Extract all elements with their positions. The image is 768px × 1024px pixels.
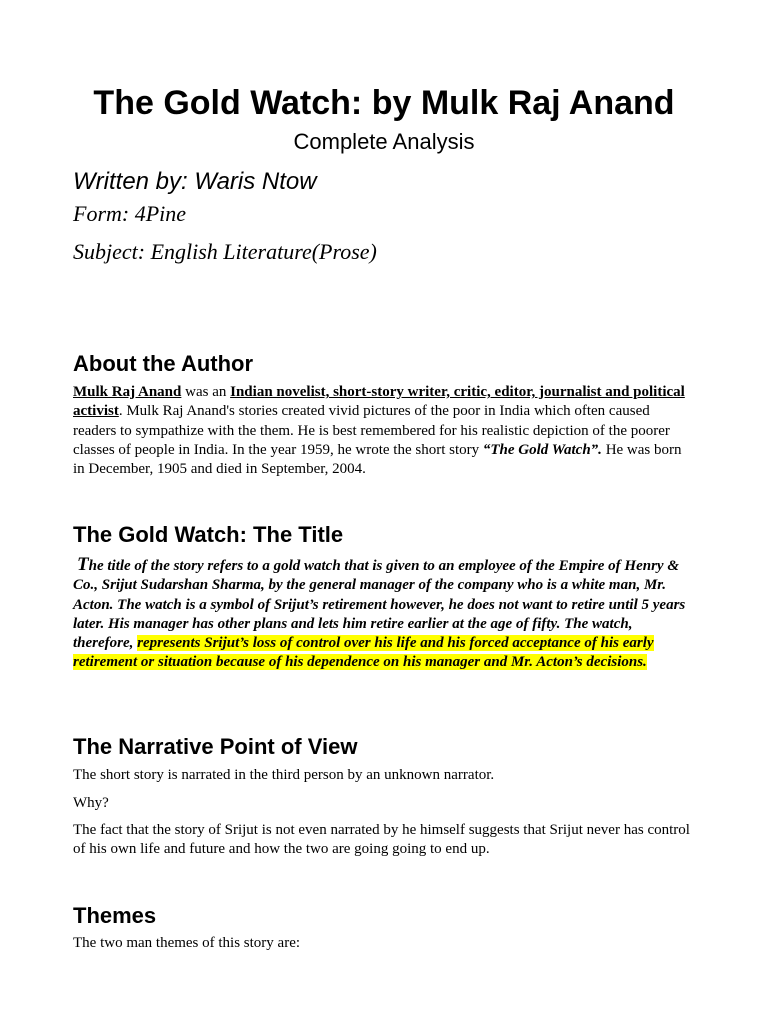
themes-paragraph-1: The two man themes of this story are: bbox=[73, 935, 301, 951]
highlighted-text: represents Srijut’s loss of control over his life and his forced acceptance of his early retirement or situation because of his dependence on his manager and Mr. Acton’s decisions. bbox=[73, 635, 654, 671]
narrative-paragraph-3: The fact that the story of Srijut is not even narrated by he himself suggests that Srijut never has control of his own life and future and how the two are going going to end up. bbox=[73, 822, 690, 858]
about-text-1: . Mulk Raj Anand's stories created vivid pictures of the poor in India which often caused readers to sympathize with the them. He is best remembered for his realistic depiction of the poorer classes of people in India. In the year 1959, he wrote the short story bbox=[73, 403, 670, 458]
story-title: “The Gold Watch”. bbox=[482, 441, 602, 458]
themes-heading: Themes bbox=[73, 903, 157, 928]
about-connector: was an bbox=[181, 384, 231, 400]
about-text-2: He was born in December, 1905 and died in September, 2004. bbox=[73, 441, 682, 478]
author-roles: Indian novelist, short-story writer, critic, editor, journalist and political activist bbox=[73, 384, 685, 420]
narrative-paragraph-1: The short story is narrated in the third person by an unknown narrator. bbox=[73, 767, 495, 783]
about-paragraph bbox=[73, 383, 695, 479]
author-line: Written by: Waris Ntow bbox=[73, 168, 317, 195]
form-line: Form: 4Pine bbox=[73, 201, 187, 226]
document-subtitle: Complete Analysis bbox=[293, 129, 475, 154]
title-section-heading: The Gold Watch: The Title bbox=[73, 522, 344, 547]
about-heading: About the Author bbox=[73, 351, 254, 376]
author-name: Mulk Raj Anand bbox=[73, 384, 182, 400]
drop-cap: T bbox=[77, 554, 89, 575]
document-title: The Gold Watch: by Mulk Raj Anand bbox=[93, 84, 675, 122]
narrative-paragraph-2: Why? bbox=[73, 795, 109, 811]
title-section-paragraph bbox=[73, 555, 695, 673]
narrative-heading: The Narrative Point of View bbox=[73, 734, 358, 759]
subject-line: Subject: English Literature(Prose) bbox=[73, 239, 377, 264]
title-section-text: he title of the story refers to a gold watch that is given to an employee of the Empire of Henry & Co., Srijut Sudarshan Sharma, by the general manager of the company who is a white man, Mr. Acton. The watch is a symbol of Srijut’s retirement however, he does not want to retire until 5 years later. His manager has other plans and lets him retire earlier at the age of fifty. The watch, therefore, bbox=[73, 558, 686, 652]
